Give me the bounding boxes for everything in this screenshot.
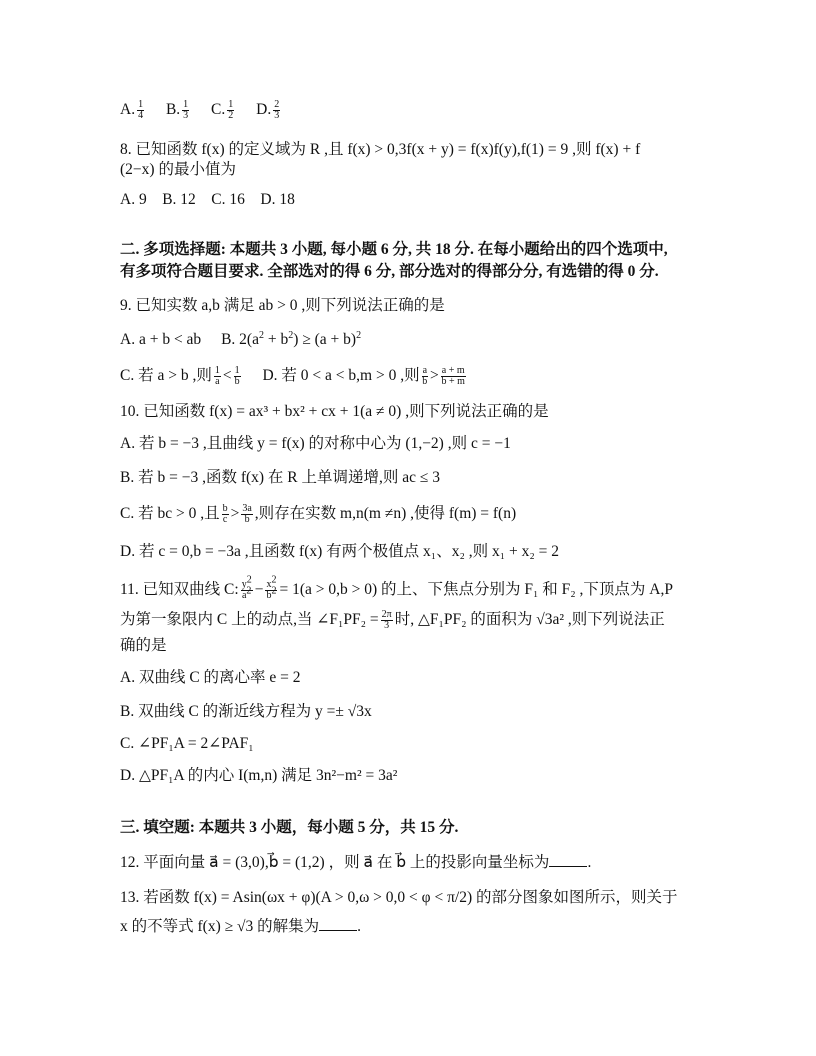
q10-stem: 10. 已知函数 f(x) = ax³ + bx² + cx + 1(a ≠ 0) ,则下列说法正确的是 (120, 403, 549, 420)
q7-option-c: C. $\frac{1}{2}$ (211, 99, 234, 121)
q9-options-ab (120, 330, 716, 350)
q10-option-d: D. 若 c = 0,b = −3a ,且函数 f(x) 有两个极值点 x₁、x₂ ,则 x₁ + x₂ = 2 (120, 543, 560, 560)
q10-option-b: B. 若 b = −3 ,函数 f(x) 在 R 上单调递增,则 ac ≤ 3 (120, 469, 441, 486)
q10-option-c: C. 若 bc > 0 ,且 $\frac{b}{c}$ > $\frac{3a}{b}$ ,则存在实数 m,n(m ≠n) ,使得 f(m) = f(n) (120, 503, 517, 525)
q12-answer-blank[interactable] (549, 852, 587, 867)
q11-line2: 为第一象限内 C 上的动点,当 ∠F₁PF₂ = $\frac{2\pi}{3}$ 时, △F₁PF₂ 的面积为 √3a² ,则下列说法正 (120, 609, 665, 631)
q9-options-cd (120, 366, 716, 387)
q13-line2: x 的不等式 f(x) ≥ √3 的解集为 . (120, 918, 361, 935)
q13-line1: 13. 若函数 f(x) = Asin(ωx + φ)(A > 0,ω > 0,0 < φ < π/2) 的部分图象如图所示，则关于 (120, 889, 678, 906)
q12: 12. 平面向量 a⃗ = (3,0),b⃗ = (1,2) ，则 a⃗ 在 b⃗ 上的投影向量坐标为 . (120, 854, 592, 871)
q7-option-a: A. $\frac{1}{4}$ (120, 99, 144, 121)
section2-heading-line1: 二. 多项选择题: 本题共 3 小题, 每小题 6 分, 共 18 分. 在每小题给出的四个选项中, (120, 241, 668, 258)
q8-stem-line2: (2−x) 的最小值为 (120, 161, 236, 178)
q9-stem: 9. 已知实数 a,b 满足 ab > 0 ,则下列说法正确的是 (120, 297, 445, 314)
q7-option-b: B. $\frac{1}{3}$ (165, 99, 189, 121)
q7-options (120, 100, 716, 121)
q11-option-d: D. △PF₁A 的内心 I(m,n) 满足 3n²−m² = 3a² (120, 767, 398, 784)
q11-option-a: A. 双曲线 C 的离心率 e = 2 (120, 669, 301, 686)
q8-options: A. 9 B. 12 C. 16 D. 18 (120, 191, 295, 208)
section3-heading: 三. 填空题: 本题共 3 小题，每小题 5 分，共 15 分. (120, 819, 459, 836)
q9-option-c: C. 若 a > b ,则 $\frac{1}{a}$ < $\frac{1}{b}$ (120, 365, 240, 387)
q10-option-a: A. 若 b = −3 ,且曲线 y = f(x) 的对称中心为 (1,−2) ,则 c = −1 (120, 435, 511, 452)
q11-option-b: B. 双曲线 C 的渐近线方程为 y =± √3x (120, 703, 372, 720)
section2-heading-line2: 有多项符合题目要求. 全部选对的得 6 分, 部分选对的得部分分, 有选错的得 0 分. (120, 263, 659, 280)
q11-option-c: C. ∠PF₁A = 2∠PAF₁ (120, 735, 254, 752)
q9-option-d: D. 若 0 < a < b,m > 0 ,则 $\frac{a}{b}$ > $\frac{a + m}{b + m}$ (262, 365, 465, 387)
q11-line3: 确的是 (120, 637, 167, 654)
q9-option-a: A. a + b < ab (120, 331, 202, 348)
q13-answer-blank[interactable] (319, 916, 357, 931)
q7-option-d: D. $\frac{2}{3}$ (256, 99, 280, 121)
q8-stem-line1: 8. 已知函数 f(x) 的定义域为 R ,且 f(x) > 0,3f(x + y) = f(x)f(y),f(1) = 9 ,则 f(x) + f (120, 141, 641, 158)
q11-line1: 11. 已知双曲线 C: $\frac{y^2}{a^2}$ − $\frac{x^2}{b^2}$ = 1(a > 0,b > 0) 的上、下焦点分别为 F₁ 和 F₂ ,下顶点为 A,P (120, 574, 673, 601)
q9-option-b: B. $2(a^2 + b^2) \ge (a + b)^2$ (221, 329, 362, 348)
